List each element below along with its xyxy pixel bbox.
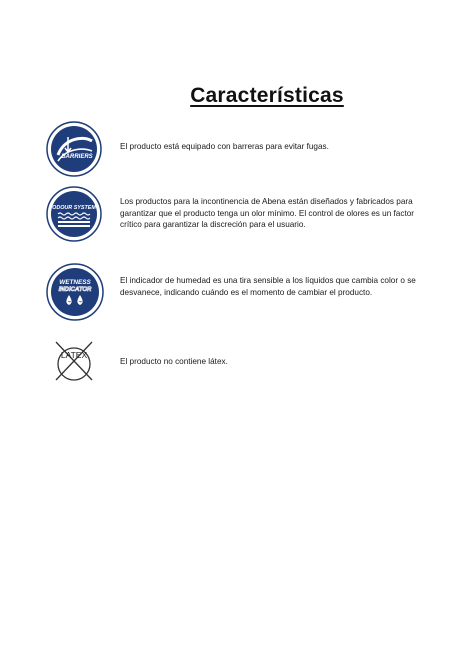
feature-latex-free bbox=[46, 338, 426, 384]
wetness-icon-label-1: WETNESS bbox=[59, 279, 91, 286]
wetness-indicator-icon bbox=[46, 263, 104, 321]
feature-barriers-text: El producto está equipado con barreras para evitar fugas. bbox=[120, 142, 329, 151]
odour-system-icon-label: ODOUR SYSTEM bbox=[52, 205, 96, 211]
feature-barriers bbox=[46, 121, 426, 177]
page-title: Características bbox=[190, 84, 344, 107]
latex-icon-label: LATEX bbox=[60, 350, 88, 360]
wetness-icon-label-2: INDICATOR bbox=[58, 287, 92, 293]
feature-latex-free-text: El producto no contiene látex. bbox=[120, 357, 228, 366]
barriers-icon bbox=[46, 121, 102, 177]
barriers-icon-label: BARRIERS bbox=[61, 154, 93, 160]
feature-wetness-indicator bbox=[46, 263, 426, 323]
feature-odour-system-text: Los productos para la incontinencia de Abena están diseñados y fabricados para garantizar que el producto tenga un olor mínimo. El control de olores es un factor crítico para garantizar la discreción para el usuario. bbox=[120, 197, 415, 230]
feature-odour-system bbox=[46, 186, 426, 242]
odour-system-icon bbox=[46, 186, 102, 242]
latex-free-icon bbox=[50, 338, 98, 384]
feature-wetness-indicator-text: El indicador de humedad es una tira sensible a los líquidos que cambia color o se desvanece, indicando cuándo es el momento de cambiar el producto. bbox=[120, 276, 416, 297]
